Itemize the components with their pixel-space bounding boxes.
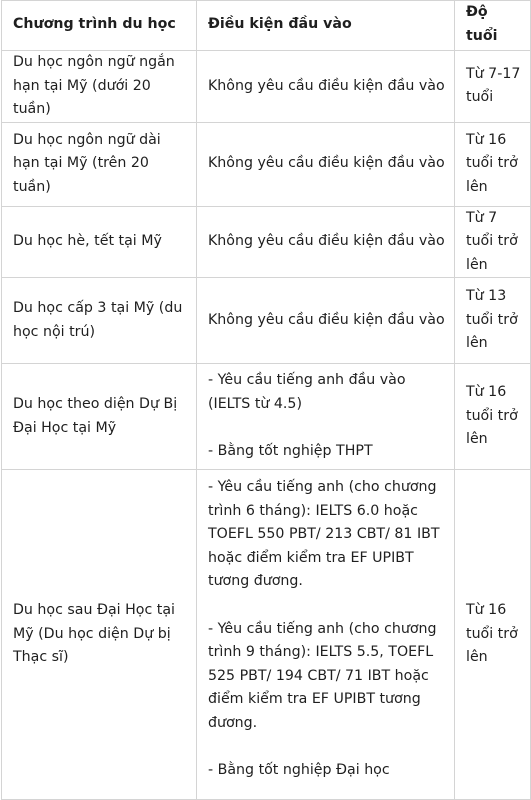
requirements-cell: [197, 122, 455, 206]
program-cell: Du học sau Đại Học tại Mỹ (Du học diện Dự bị Thạc sĩ): [2, 470, 197, 800]
age-cell: Từ 16 tuổi trở lên: [455, 470, 531, 800]
paragraph-gap: [208, 735, 448, 759]
study-abroad-table: [1, 0, 531, 800]
requirements-cell: [197, 206, 455, 278]
requirements-cell: [197, 470, 455, 800]
table-row: [2, 122, 531, 206]
requirement-text: - Bằng tốt nghiệp Đại học: [208, 762, 390, 778]
table-row: [2, 51, 531, 123]
paragraph-gap: [208, 416, 448, 440]
age-cell: Từ 7-17 tuổi: [455, 51, 531, 123]
program-cell: Du học theo diện Dự Bị Đại Học tại Mỹ: [2, 364, 197, 470]
age-cell: Từ 16 tuổi trở lên: [455, 364, 531, 470]
program-cell: Du học cấp 3 tại Mỹ (du học nội trú): [2, 278, 197, 364]
table-row: [2, 206, 531, 278]
requirement-text: Không yêu cầu điều kiện đầu vào: [208, 77, 445, 94]
program-cell: Du học hè, tết tại Mỹ: [2, 206, 197, 278]
table-row: [2, 278, 531, 364]
requirement-text: Không yêu cầu điều kiện đầu vào: [208, 311, 445, 328]
table-row: [2, 364, 531, 470]
age-cell: Từ 16 tuổi trở lên: [455, 122, 531, 206]
requirement-text: - Yêu cầu tiếng anh (cho chương trình 6 tháng): IELTS 6.0 hoặc TOEFL 550 PBT/ 213 CBT/ 81 IBT hoặc điểm kiểm tra EF UPIBT tương đương.: [208, 479, 440, 589]
requirement-text: Không yêu cầu điều kiện đầu vào: [208, 233, 445, 249]
table-header-row: [2, 1, 531, 51]
age-cell: Từ 7 tuổi trở lên: [455, 206, 531, 278]
header-program: Chương trình du học: [2, 1, 197, 51]
paragraph-gap: [208, 594, 448, 618]
header-age: Độ tuổi: [455, 1, 531, 51]
program-cell: Du học ngôn ngữ ngắn hạn tại Mỹ (dưới 20 tuần): [2, 51, 197, 123]
requirement-text: - Yêu cầu tiếng anh (cho chương trình 9 tháng): IELTS 5.5, TOEFL 525 PBT/ 194 CBT/ 71 IBT hoặc điểm kiểm tra EF UPIBT tương đương.: [208, 620, 437, 731]
requirements-cell: [197, 51, 455, 123]
requirement-text: Không yêu cầu điều kiện đầu vào: [208, 155, 445, 172]
header-requirements: Điều kiện đầu vào: [197, 1, 455, 51]
requirements-cell: [197, 364, 455, 470]
requirement-text: - Bằng tốt nghiệp THPT: [208, 443, 373, 459]
requirements-cell: [197, 278, 455, 364]
program-cell: Du học ngôn ngữ dài hạn tại Mỹ (trên 20 tuần): [2, 122, 197, 206]
requirement-text: - Yêu cầu tiếng anh đầu vào (IELTS từ 4.5): [208, 372, 406, 412]
table-row: [2, 470, 531, 800]
age-cell: Từ 13 tuổi trở lên: [455, 278, 531, 364]
